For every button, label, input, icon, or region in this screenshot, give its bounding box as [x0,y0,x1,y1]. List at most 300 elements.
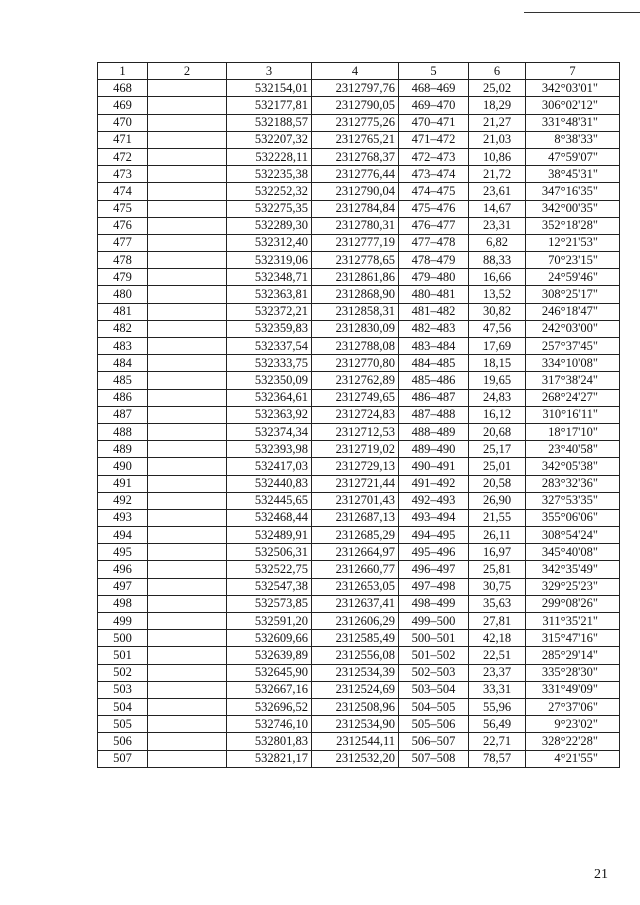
point-note-cell [148,458,227,475]
segment-cell: 474–475 [399,183,469,200]
distance-cell: 33,31 [469,681,526,698]
bearing-cell: 308°25'17" [526,286,620,303]
point-note-cell [148,166,227,183]
point-number-cell: 489 [98,441,148,458]
segment-cell: 497–498 [399,578,469,595]
segment-cell: 480–481 [399,286,469,303]
bearing-cell: 342°03'01" [526,80,620,97]
y-coordinate-cell: 2312765,21 [312,131,399,148]
segment-cell: 490–491 [399,458,469,475]
point-note-cell [148,441,227,458]
segment-cell: 496–497 [399,561,469,578]
distance-cell: 24,83 [469,389,526,406]
distance-cell: 35,63 [469,595,526,612]
x-coordinate-cell: 532333,75 [227,355,312,372]
distance-cell: 26,90 [469,492,526,509]
segment-cell: 481–482 [399,303,469,320]
point-number-cell: 487 [98,406,148,423]
distance-cell: 17,69 [469,338,526,355]
table-body [98,80,620,768]
distance-cell: 25,17 [469,441,526,458]
point-note-cell [148,578,227,595]
point-number-cell: 468 [98,80,148,97]
point-note-cell [148,544,227,561]
bearing-cell: 342°35'49" [526,561,620,578]
table-row [98,544,620,561]
bearing-cell: 23°40'58" [526,441,620,458]
bearing-cell: 38°45'31" [526,166,620,183]
distance-cell: 21,55 [469,509,526,526]
bearing-cell: 4°21'55" [526,750,620,767]
x-coordinate-cell: 532522,75 [227,561,312,578]
distance-cell: 10,86 [469,148,526,165]
bearing-cell: 18°17'10" [526,423,620,440]
distance-cell: 20,58 [469,475,526,492]
distance-cell: 25,01 [469,458,526,475]
x-coordinate-cell: 532177,81 [227,97,312,114]
y-coordinate-cell: 2312762,89 [312,372,399,389]
header-cell: 4 [312,63,399,80]
distance-cell: 25,81 [469,561,526,578]
distance-cell: 18,15 [469,355,526,372]
bearing-cell: 345°40'08" [526,544,620,561]
table-row [98,355,620,372]
point-number-cell: 471 [98,131,148,148]
point-number-cell: 493 [98,509,148,526]
table-row [98,303,620,320]
x-coordinate-cell: 532468,44 [227,509,312,526]
table-row [98,406,620,423]
x-coordinate-cell: 532235,38 [227,166,312,183]
segment-cell: 494–495 [399,527,469,544]
bearing-cell: 8°38'33" [526,131,620,148]
point-number-cell: 476 [98,217,148,234]
point-number-cell: 492 [98,492,148,509]
y-coordinate-cell: 2312778,65 [312,252,399,269]
segment-cell: 506–507 [399,733,469,750]
x-coordinate-cell: 532252,32 [227,183,312,200]
table-row [98,441,620,458]
distance-cell: 22,71 [469,733,526,750]
distance-cell: 47,56 [469,320,526,337]
x-coordinate-cell: 532801,83 [227,733,312,750]
bearing-cell: 47°59'07" [526,148,620,165]
distance-cell: 55,96 [469,698,526,715]
segment-cell: 488–489 [399,423,469,440]
segment-cell: 469–470 [399,97,469,114]
table-header-row [98,63,620,80]
bearing-cell: 352°18'28" [526,217,620,234]
point-number-cell: 501 [98,647,148,664]
header-cell: 2 [148,63,227,80]
point-number-cell: 490 [98,458,148,475]
coordinates-table-container [97,62,619,768]
x-coordinate-cell: 532363,81 [227,286,312,303]
bearing-cell: 285°29'14" [526,647,620,664]
segment-cell: 507–508 [399,750,469,767]
table-row [98,338,620,355]
y-coordinate-cell: 2312797,76 [312,80,399,97]
table-row [98,630,620,647]
distance-cell: 30,75 [469,578,526,595]
table-row [98,681,620,698]
y-coordinate-cell: 2312858,31 [312,303,399,320]
point-number-cell: 488 [98,423,148,440]
x-coordinate-cell: 532374,34 [227,423,312,440]
bearing-cell: 342°05'38" [526,458,620,475]
table-row [98,131,620,148]
coordinates-table [97,62,620,768]
point-note-cell [148,561,227,578]
point-note-cell [148,183,227,200]
point-note-cell [148,698,227,715]
distance-cell: 21,03 [469,131,526,148]
bearing-cell: 283°32'36" [526,475,620,492]
page-number: 21 [594,867,608,882]
point-number-cell: 484 [98,355,148,372]
y-coordinate-cell: 2312524,69 [312,681,399,698]
point-note-cell [148,303,227,320]
distance-cell: 19,65 [469,372,526,389]
segment-cell: 487–488 [399,406,469,423]
x-coordinate-cell: 532591,20 [227,613,312,630]
y-coordinate-cell: 2312606,29 [312,613,399,630]
point-number-cell: 470 [98,114,148,131]
bearing-cell: 331°48'31" [526,114,620,131]
y-coordinate-cell: 2312532,20 [312,750,399,767]
segment-cell: 482–483 [399,320,469,337]
table-row [98,166,620,183]
point-number-cell: 477 [98,234,148,251]
x-coordinate-cell: 532188,57 [227,114,312,131]
table-row [98,320,620,337]
point-note-cell [148,372,227,389]
y-coordinate-cell: 2312790,04 [312,183,399,200]
segment-cell: 499–500 [399,613,469,630]
point-note-cell [148,269,227,286]
bearing-cell: 24°59'46" [526,269,620,286]
segment-cell: 468–469 [399,80,469,97]
bearing-cell: 334°10'08" [526,355,620,372]
point-note-cell [148,355,227,372]
y-coordinate-cell: 2312687,13 [312,509,399,526]
point-note-cell [148,613,227,630]
point-number-cell: 497 [98,578,148,595]
distance-cell: 56,49 [469,716,526,733]
y-coordinate-cell: 2312780,31 [312,217,399,234]
bearing-cell: 27°37'06" [526,698,620,715]
table-row [98,561,620,578]
point-number-cell: 469 [98,97,148,114]
point-number-cell: 482 [98,320,148,337]
segment-cell: 489–490 [399,441,469,458]
distance-cell: 21,27 [469,114,526,131]
y-coordinate-cell: 2312712,53 [312,423,399,440]
point-note-cell [148,423,227,440]
y-coordinate-cell: 2312534,90 [312,716,399,733]
point-number-cell: 474 [98,183,148,200]
distance-cell: 21,72 [469,166,526,183]
point-number-cell: 478 [98,252,148,269]
y-coordinate-cell: 2312775,26 [312,114,399,131]
table-row [98,269,620,286]
bearing-cell: 335°28'30" [526,664,620,681]
point-note-cell [148,97,227,114]
point-number-cell: 472 [98,148,148,165]
x-coordinate-cell: 532393,98 [227,441,312,458]
distance-cell: 14,67 [469,200,526,217]
point-number-cell: 473 [98,166,148,183]
header-cell: 1 [98,63,148,80]
segment-cell: 503–504 [399,681,469,698]
point-number-cell: 500 [98,630,148,647]
point-note-cell [148,200,227,217]
distance-cell: 25,02 [469,80,526,97]
distance-cell: 27,81 [469,613,526,630]
point-note-cell [148,630,227,647]
bearing-cell: 328°22'28" [526,733,620,750]
point-number-cell: 506 [98,733,148,750]
point-note-cell [148,114,227,131]
point-note-cell [148,234,227,251]
bearing-cell: 331°49'09" [526,681,620,698]
x-coordinate-cell: 532289,30 [227,217,312,234]
table-row [98,217,620,234]
segment-cell: 479–480 [399,269,469,286]
header-cell: 5 [399,63,469,80]
point-number-cell: 485 [98,372,148,389]
bearing-cell: 268°24'27" [526,389,620,406]
distance-cell: 6,82 [469,234,526,251]
y-coordinate-cell: 2312701,43 [312,492,399,509]
x-coordinate-cell: 532319,06 [227,252,312,269]
point-number-cell: 491 [98,475,148,492]
point-note-cell [148,475,227,492]
table-row [98,372,620,389]
x-coordinate-cell: 532207,32 [227,131,312,148]
table-row [98,148,620,165]
y-coordinate-cell: 2312788,08 [312,338,399,355]
point-number-cell: 507 [98,750,148,767]
distance-cell: 78,57 [469,750,526,767]
header-cell: 3 [227,63,312,80]
table-row [98,234,620,251]
bearing-cell: 9°23'02" [526,716,620,733]
table-row [98,80,620,97]
point-number-cell: 481 [98,303,148,320]
x-coordinate-cell: 532445,65 [227,492,312,509]
point-number-cell: 475 [98,200,148,217]
y-coordinate-cell: 2312729,13 [312,458,399,475]
y-coordinate-cell: 2312830,09 [312,320,399,337]
header-cell: 6 [469,63,526,80]
y-coordinate-cell: 2312784,84 [312,200,399,217]
y-coordinate-cell: 2312768,37 [312,148,399,165]
y-coordinate-cell: 2312776,44 [312,166,399,183]
bearing-cell: 310°16'11" [526,406,620,423]
header-cell: 7 [526,63,620,80]
y-coordinate-cell: 2312721,44 [312,475,399,492]
table-row [98,475,620,492]
x-coordinate-cell: 532645,90 [227,664,312,681]
point-note-cell [148,647,227,664]
x-coordinate-cell: 532667,16 [227,681,312,698]
x-coordinate-cell: 532440,83 [227,475,312,492]
x-coordinate-cell: 532350,09 [227,372,312,389]
segment-cell: 505–506 [399,716,469,733]
segment-cell: 477–478 [399,234,469,251]
distance-cell: 88,33 [469,252,526,269]
x-coordinate-cell: 532489,91 [227,527,312,544]
point-number-cell: 505 [98,716,148,733]
y-coordinate-cell: 2312534,39 [312,664,399,681]
y-coordinate-cell: 2312653,05 [312,578,399,595]
point-number-cell: 499 [98,613,148,630]
bearing-cell: 327°53'35" [526,492,620,509]
x-coordinate-cell: 532547,38 [227,578,312,595]
point-note-cell [148,664,227,681]
table-row [98,97,620,114]
bearing-cell: 311°35'21" [526,613,620,630]
distance-cell: 22,51 [469,647,526,664]
point-number-cell: 503 [98,681,148,698]
y-coordinate-cell: 2312861,86 [312,269,399,286]
segment-cell: 484–485 [399,355,469,372]
bearing-cell: 12°21'53" [526,234,620,251]
table-row [98,509,620,526]
bearing-cell: 355°06'06" [526,509,620,526]
point-number-cell: 480 [98,286,148,303]
y-coordinate-cell: 2312868,90 [312,286,399,303]
point-number-cell: 486 [98,389,148,406]
segment-cell: 473–474 [399,166,469,183]
bearing-cell: 306°02'12" [526,97,620,114]
x-coordinate-cell: 532609,66 [227,630,312,647]
bearing-cell: 246°18'47" [526,303,620,320]
point-note-cell [148,389,227,406]
y-coordinate-cell: 2312664,97 [312,544,399,561]
point-note-cell [148,595,227,612]
segment-cell: 504–505 [399,698,469,715]
distance-cell: 23,61 [469,183,526,200]
point-note-cell [148,509,227,526]
segment-cell: 472–473 [399,148,469,165]
segment-cell: 501–502 [399,647,469,664]
x-coordinate-cell: 532417,03 [227,458,312,475]
table-row [98,750,620,767]
y-coordinate-cell: 2312585,49 [312,630,399,647]
table-row [98,595,620,612]
table-row [98,578,620,595]
distance-cell: 42,18 [469,630,526,647]
table-row [98,698,620,715]
y-coordinate-cell: 2312556,08 [312,647,399,664]
x-coordinate-cell: 532312,40 [227,234,312,251]
x-coordinate-cell: 532372,21 [227,303,312,320]
point-note-cell [148,750,227,767]
bearing-cell: 342°00'35" [526,200,620,217]
segment-cell: 491–492 [399,475,469,492]
x-coordinate-cell: 532746,10 [227,716,312,733]
segment-cell: 471–472 [399,131,469,148]
point-number-cell: 498 [98,595,148,612]
point-note-cell [148,716,227,733]
x-coordinate-cell: 532154,01 [227,80,312,97]
point-number-cell: 504 [98,698,148,715]
distance-cell: 20,68 [469,423,526,440]
point-note-cell [148,320,227,337]
segment-cell: 470–471 [399,114,469,131]
y-coordinate-cell: 2312777,19 [312,234,399,251]
table-row [98,647,620,664]
table-row [98,613,620,630]
distance-cell: 18,29 [469,97,526,114]
point-note-cell [148,217,227,234]
table-row [98,664,620,681]
bearing-cell: 329°25'23" [526,578,620,595]
y-coordinate-cell: 2312508,96 [312,698,399,715]
y-coordinate-cell: 2312749,65 [312,389,399,406]
x-coordinate-cell: 532363,92 [227,406,312,423]
segment-cell: 483–484 [399,338,469,355]
distance-cell: 16,97 [469,544,526,561]
y-coordinate-cell: 2312685,29 [312,527,399,544]
table-row [98,458,620,475]
x-coordinate-cell: 532364,61 [227,389,312,406]
y-coordinate-cell: 2312790,05 [312,97,399,114]
point-number-cell: 479 [98,269,148,286]
bearing-cell: 315°47'16" [526,630,620,647]
y-coordinate-cell: 2312544,11 [312,733,399,750]
table-row [98,114,620,131]
x-coordinate-cell: 532639,89 [227,647,312,664]
segment-cell: 493–494 [399,509,469,526]
distance-cell: 23,31 [469,217,526,234]
bearing-cell: 317°38'24" [526,372,620,389]
table-row [98,733,620,750]
distance-cell: 16,12 [469,406,526,423]
point-number-cell: 495 [98,544,148,561]
point-note-cell [148,492,227,509]
table-row [98,527,620,544]
table-row [98,200,620,217]
bearing-cell: 308°54'24" [526,527,620,544]
segment-cell: 500–501 [399,630,469,647]
y-coordinate-cell: 2312724,83 [312,406,399,423]
bearing-cell: 299°08'26" [526,595,620,612]
point-number-cell: 502 [98,664,148,681]
bearing-cell: 70°23'15" [526,252,620,269]
x-coordinate-cell: 532228,11 [227,148,312,165]
bearing-cell: 257°37'45" [526,338,620,355]
x-coordinate-cell: 532821,17 [227,750,312,767]
y-coordinate-cell: 2312637,41 [312,595,399,612]
segment-cell: 476–477 [399,217,469,234]
table-row [98,716,620,733]
segment-cell: 478–479 [399,252,469,269]
point-note-cell [148,252,227,269]
point-note-cell [148,80,227,97]
x-coordinate-cell: 532506,31 [227,544,312,561]
x-coordinate-cell: 532348,71 [227,269,312,286]
bearing-cell: 347°16'35" [526,183,620,200]
table-row [98,492,620,509]
point-note-cell [148,733,227,750]
table-row [98,423,620,440]
point-note-cell [148,527,227,544]
point-note-cell [148,286,227,303]
segment-cell: 498–499 [399,595,469,612]
